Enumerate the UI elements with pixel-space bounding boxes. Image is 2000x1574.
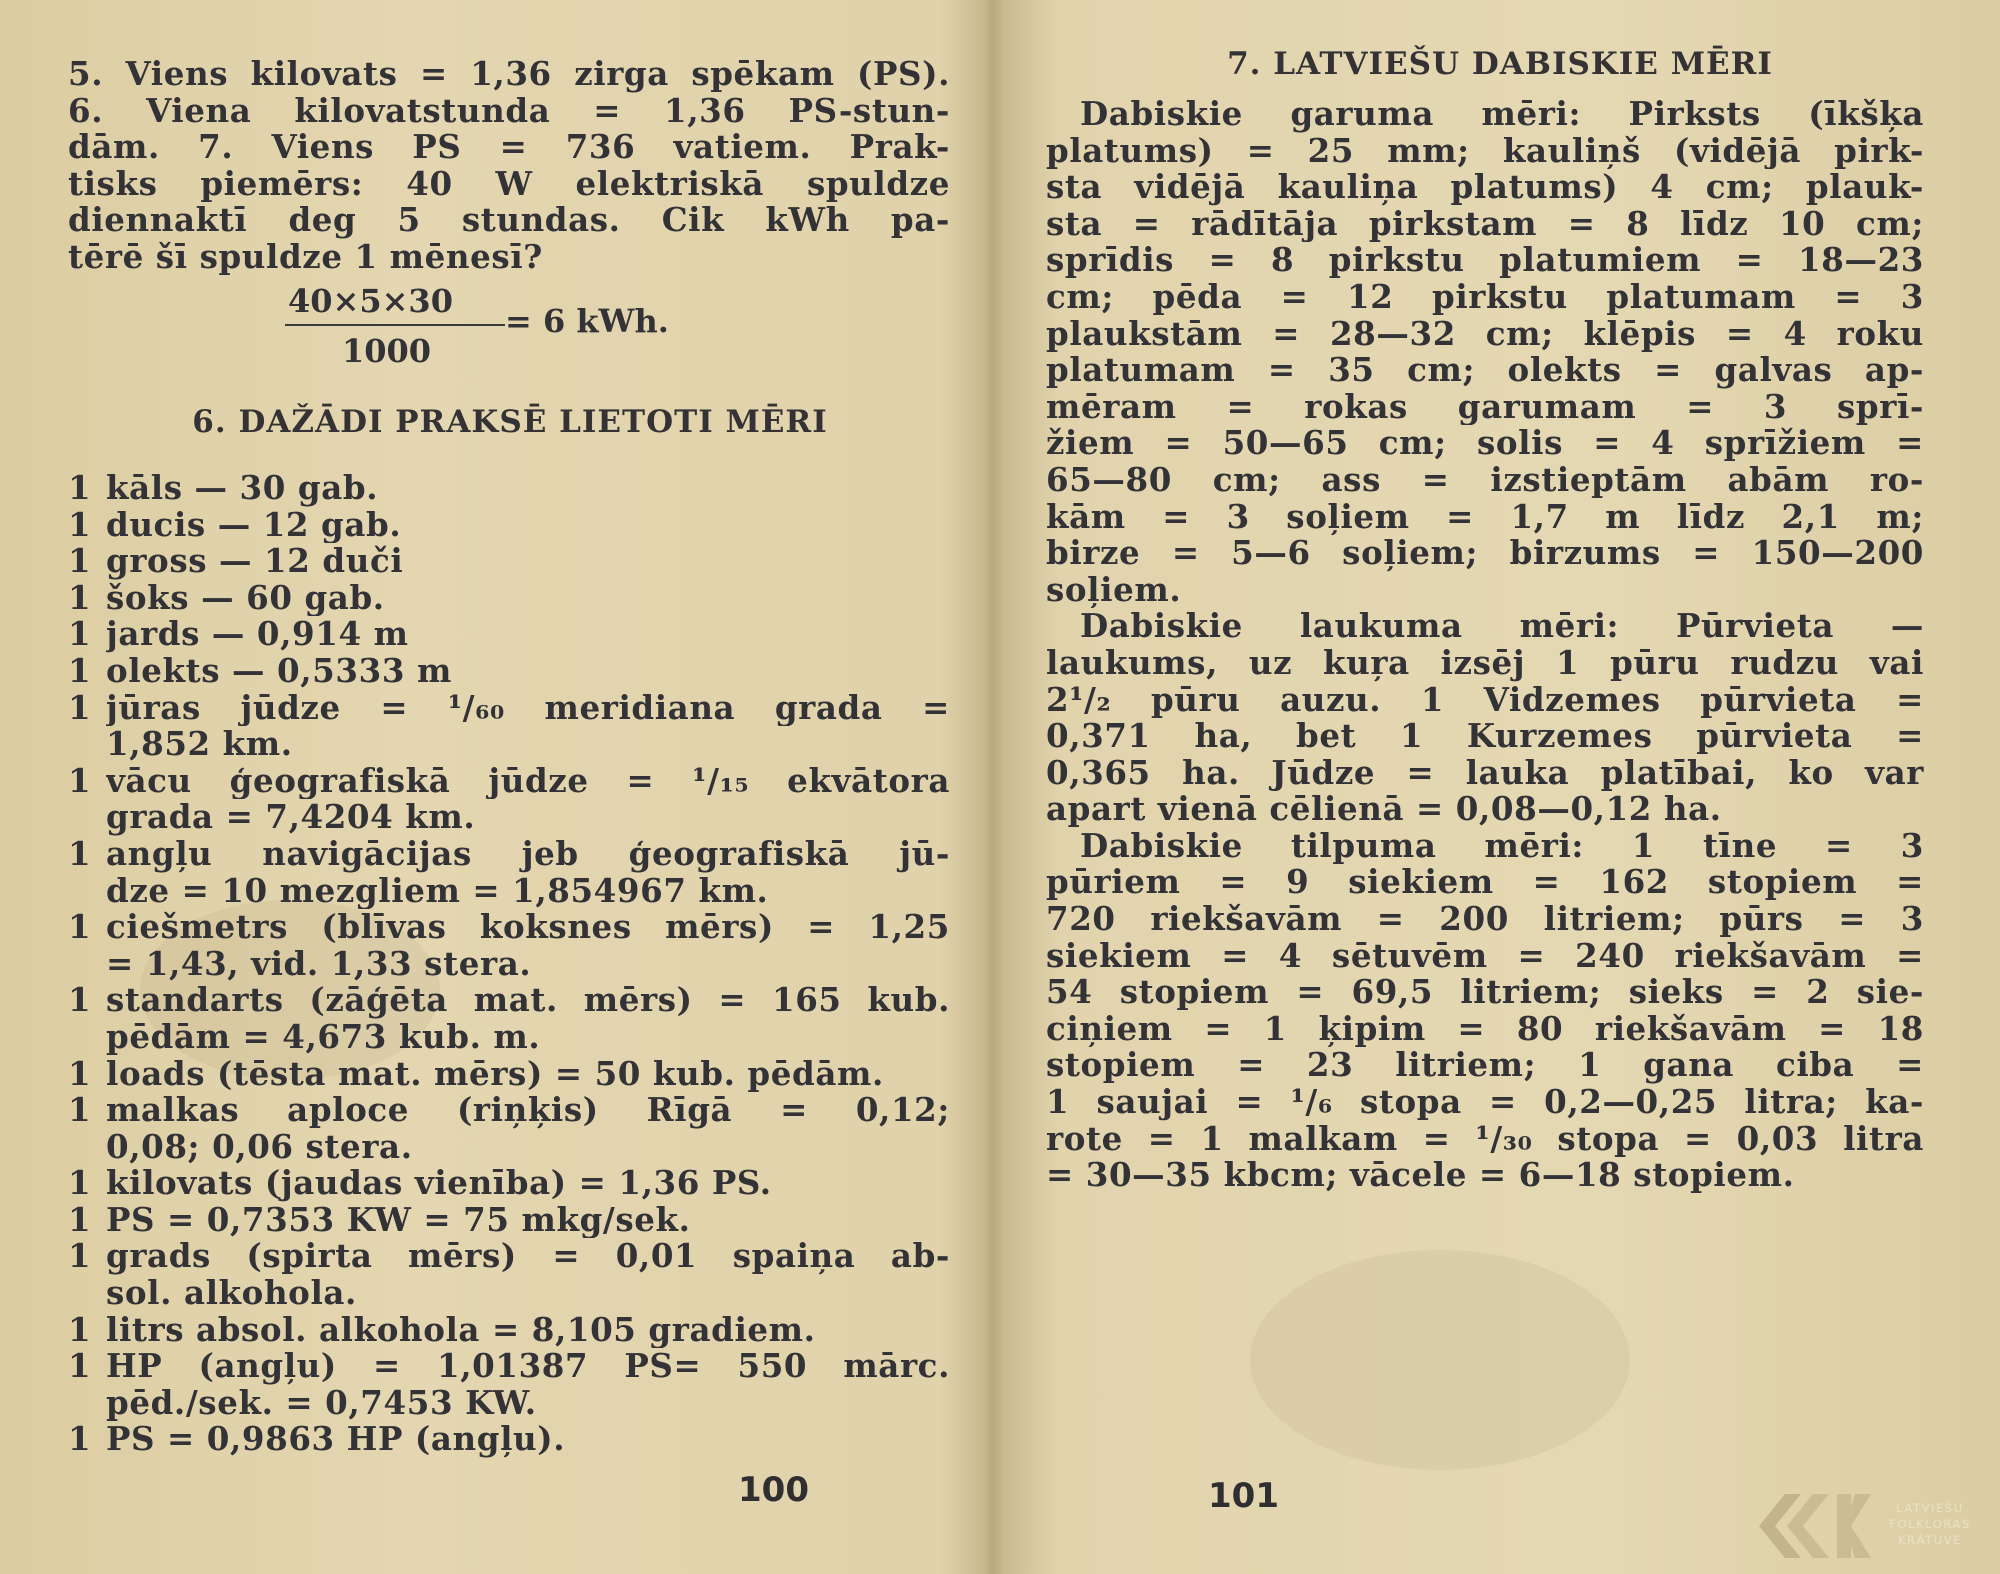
text-line: rote = 1 malkam = ¹/₃₀ stopa = 0,03 litra — [1046, 1120, 1924, 1158]
text-line: 1,852 km. — [106, 726, 293, 763]
list-item-number: 1 — [68, 1346, 92, 1386]
text-line: 0,365 ha. Jūdze = lauka platībai, ko var — [1046, 754, 1924, 792]
text-line: 1 saujai = ¹/₆ stopa = 0,2—0,25 litra; ka- — [1046, 1084, 1924, 1121]
list-item-text — [106, 1238, 950, 1311]
text-line: ciņiem = 1 ķipim = 80 riekšavām = 18 — [1046, 1010, 1924, 1048]
text-line: loads (tēsta mat. mērs) = 50 kub. pēdām. — [106, 1055, 884, 1093]
text-line: Dabiskie laukuma mēri: Pūrvieta — — [1080, 608, 1924, 645]
text-line: gross — 12 duči — [106, 543, 404, 580]
text-line: birze = 5—6 soļiem; birzums = 150—200 — [1046, 535, 1924, 572]
list-item — [68, 543, 950, 580]
list-item-number: 1 — [68, 760, 92, 800]
right-page — [1000, 0, 2000, 1574]
measures-list — [68, 470, 950, 1458]
fraction-numerator: 40×5×30 — [288, 282, 453, 320]
list-item-number: 1 — [68, 1163, 92, 1203]
text-line: pūriem = 9 siekiem = 162 stopiem = — [1046, 864, 1924, 902]
text-line: angļu navigācijas jeb ģeografiskā jū- — [106, 835, 950, 873]
text-line: pēd./sek. = 0,7453 KW. — [106, 1384, 537, 1422]
list-item-text — [106, 836, 950, 909]
list-item-number: 1 — [68, 1419, 92, 1459]
text-line: siekiem = 4 sētuvēm = 240 riekšavām = — [1046, 937, 1924, 975]
list-item-number: 1 — [68, 833, 92, 873]
list-item-text — [106, 1165, 950, 1202]
text-line: = 1,43, vid. 1,33 stera. — [106, 945, 532, 983]
text-line: sta = rādītāja pirkstam = 8 līdz 10 cm; — [1046, 205, 1924, 243]
list-item-text — [106, 763, 950, 836]
text-line: 65—80 cm; ass = izstieptām abām ro- — [1046, 461, 1924, 499]
list-item-text — [106, 1056, 950, 1093]
list-item-text — [106, 690, 950, 763]
text-line: dām. 7. Viens PS = 736 vatiem. Prak- — [68, 129, 950, 166]
list-item — [68, 650, 950, 690]
logo-line: FOLKLORAS — [1889, 1517, 1971, 1531]
text-line: jards — 0,914 m — [106, 616, 409, 653]
list-item — [68, 1199, 950, 1239]
logo-line: KRĀTUVE — [1897, 1533, 1963, 1547]
text-line: litrs absol. alkohola = 8,105 gradiem. — [106, 1311, 816, 1349]
text-line: pēdām = 4,673 kub. m. — [106, 1018, 541, 1056]
list-item-text — [106, 653, 950, 690]
list-item — [68, 577, 950, 617]
text-line: laukums, uz kuŗa izsēj 1 pūru rudzu vai — [1046, 644, 1924, 682]
text-line: sol. alkohola. — [106, 1275, 357, 1312]
list-item-number: 1 — [68, 504, 92, 544]
list-item — [68, 1421, 950, 1458]
list-item-text — [106, 616, 950, 653]
list-item-text — [106, 1421, 950, 1458]
text-line: cm; pēda = 12 pirkstu platumam = 3 — [1046, 278, 1924, 316]
text-line: diennaktī deg 5 stundas. Cik kWh pa- — [68, 202, 950, 239]
text-line: 6. Viena kilovatstunda = 1,36 PS-stun- — [68, 92, 950, 130]
list-item — [68, 470, 950, 507]
text-line: 0,371 ha, bet 1 Kurzemes pūrvieta = — [1046, 718, 1924, 755]
left-intro-text — [68, 56, 950, 276]
text-line: platumam = 35 cm; olekts = galvas ap- — [1046, 352, 1924, 389]
text-line: 720 riekšavām = 200 litriem; pūrs = 3 — [1046, 901, 1924, 938]
list-item — [68, 504, 950, 544]
list-item-text — [106, 1092, 950, 1165]
list-item-text — [106, 507, 950, 544]
list-item-text — [106, 909, 950, 982]
text-line: ducis — 12 gab. — [106, 506, 402, 544]
logo-chevrons-icon — [1745, 1488, 1875, 1564]
page-number-left: 100 — [738, 1470, 809, 1510]
list-item-number: 1 — [68, 1199, 92, 1239]
list-item — [68, 1238, 950, 1311]
list-item-number: 1 — [68, 1053, 92, 1093]
text-line: 2¹/₂ pūru auzu. 1 Vidzemes pūrvieta = — [1046, 681, 1924, 719]
fraction-result: = 6 kWh. — [505, 302, 669, 340]
list-item — [68, 982, 950, 1055]
text-line: kāls — 30 gab. — [106, 470, 379, 507]
text-line: kilovats (jaudas vienība) = 1,36 PS. — [106, 1165, 772, 1202]
text-line: platums) = 25 mm; kauliņš (vidējā pirk- — [1046, 132, 1924, 170]
text-line: šoks — 60 gab. — [106, 579, 385, 617]
list-item-text — [106, 1202, 950, 1239]
left-page — [0, 0, 990, 1574]
text-line: žiem = 50—65 cm; solis = 4 sprīžiem = — [1046, 425, 1924, 462]
text-line: Dabiskie tilpuma mēri: 1 tīne = 3 — [1080, 827, 1924, 865]
list-item-number: 1 — [68, 577, 92, 617]
list-item — [68, 687, 950, 763]
list-item-text — [106, 543, 950, 580]
list-item-number: 1 — [68, 1090, 92, 1130]
list-item-number: 1 — [68, 614, 92, 654]
text-line: malkas aploce (riņķis) Rīgā = 0,12; — [106, 1092, 950, 1129]
text-line: mēram = rokas garumam = 3 sprī- — [1046, 388, 1924, 426]
list-item-text — [106, 1312, 950, 1349]
text-line: soļiem. — [1046, 571, 1182, 609]
list-item — [68, 1092, 950, 1165]
text-line: ciešmetrs (blīvas koksnes mērs) = 1,25 — [106, 909, 950, 946]
section-title-7: 7. LATVIEŠU DABISKIE MĒRI — [1227, 46, 1773, 82]
text-line: tērē šī spuldze 1 mēnesī? — [68, 238, 543, 276]
list-item — [68, 760, 950, 836]
text-line: kām = 3 soļiem = 1,7 m līdz 2,1 m; — [1046, 498, 1924, 536]
section-title-6: 6. DAŽĀDI PRAKSĒ LIETOTI MĒRI — [192, 404, 828, 440]
list-item-number: 1 — [68, 1309, 92, 1349]
list-item — [68, 833, 950, 910]
list-item-number: 1 — [68, 650, 92, 690]
list-item-number: 1 — [68, 1236, 92, 1276]
text-line: standarts (zāģēta mat. mērs) = 165 kub. — [106, 982, 950, 1019]
list-item-text — [106, 1348, 950, 1421]
text-line: 54 stopiem = 69,5 litriem; sieks = 2 sie- — [1046, 974, 1924, 1011]
text-line: olekts — 0,5333 m — [106, 652, 452, 690]
list-item-number: 1 — [68, 907, 92, 947]
page-number-right: 101 — [1208, 1476, 1279, 1516]
text-line: = 30—35 kbcm; vācele = 6—18 stopiem. — [1046, 1157, 1795, 1194]
text-line: dze = 10 mezgliem = 1,854967 km. — [106, 872, 769, 910]
text-line: vācu ģeografiskā jūdze = ¹/₁₅ ekvātora — [106, 762, 950, 800]
fraction-denominator: 1000 — [342, 332, 432, 370]
list-item-text — [106, 470, 950, 507]
text-line: 5. Viens kilovats = 1,36 zirga spēkam (PS). — [68, 56, 950, 93]
list-item — [68, 1165, 950, 1202]
list-item — [68, 616, 950, 653]
list-item — [68, 1309, 950, 1349]
text-line: PS = 0,7353 KW = 75 mkg/sek. — [106, 1201, 691, 1239]
list-item-number: 1 — [68, 541, 92, 581]
list-item-text — [106, 580, 950, 617]
text-line: PS = 0,9863 HP (angļu). — [106, 1421, 566, 1459]
natural-measures-text — [1046, 96, 1924, 1194]
text-line: tisks piemērs: 40 W elektriskā spuldze — [68, 165, 950, 203]
text-line: jūras jūdze = ¹/₆₀ meridiana grada = — [106, 689, 950, 727]
text-line: plaukstām = 28—32 cm; klēpis = 4 roku — [1046, 315, 1924, 353]
list-item-number: 1 — [68, 980, 92, 1020]
text-line: grads (spirta mērs) = 0,01 spaiņa ab- — [106, 1238, 950, 1276]
text-line: sprīdis = 8 pirkstu platumiem = 18—23 — [1046, 242, 1924, 279]
fraction-bar — [285, 324, 505, 326]
text-line: stopiem = 23 litriem; 1 gana ciba = — [1046, 1047, 1924, 1085]
text-line: Dabiskie garuma mēri: Pirksts (īkšķa — [1080, 96, 1924, 133]
list-item-number: 1 — [68, 687, 92, 727]
list-item — [68, 1348, 950, 1421]
text-line: apart vienā cēlienā = 0,08—0,12 ha. — [1046, 791, 1722, 828]
text-line: grada = 7,4204 km. — [106, 799, 476, 836]
text-line: HP (angļu) = 1,01387 PS= 550 mārc. — [106, 1348, 950, 1385]
list-item — [68, 1053, 950, 1093]
logo-text — [1877, 1500, 1983, 1548]
list-item — [68, 909, 950, 982]
list-item-text — [106, 982, 950, 1055]
text-line: sta vidējā kauliņa platums) 4 cm; plauk- — [1046, 169, 1924, 206]
folklore-archive-logo — [1745, 1488, 1985, 1564]
logo-line: LATVIEŠU — [1896, 1501, 1964, 1515]
list-item-number: 1 — [68, 468, 92, 507]
text-line: 0,08; 0,06 stera. — [106, 1128, 413, 1166]
